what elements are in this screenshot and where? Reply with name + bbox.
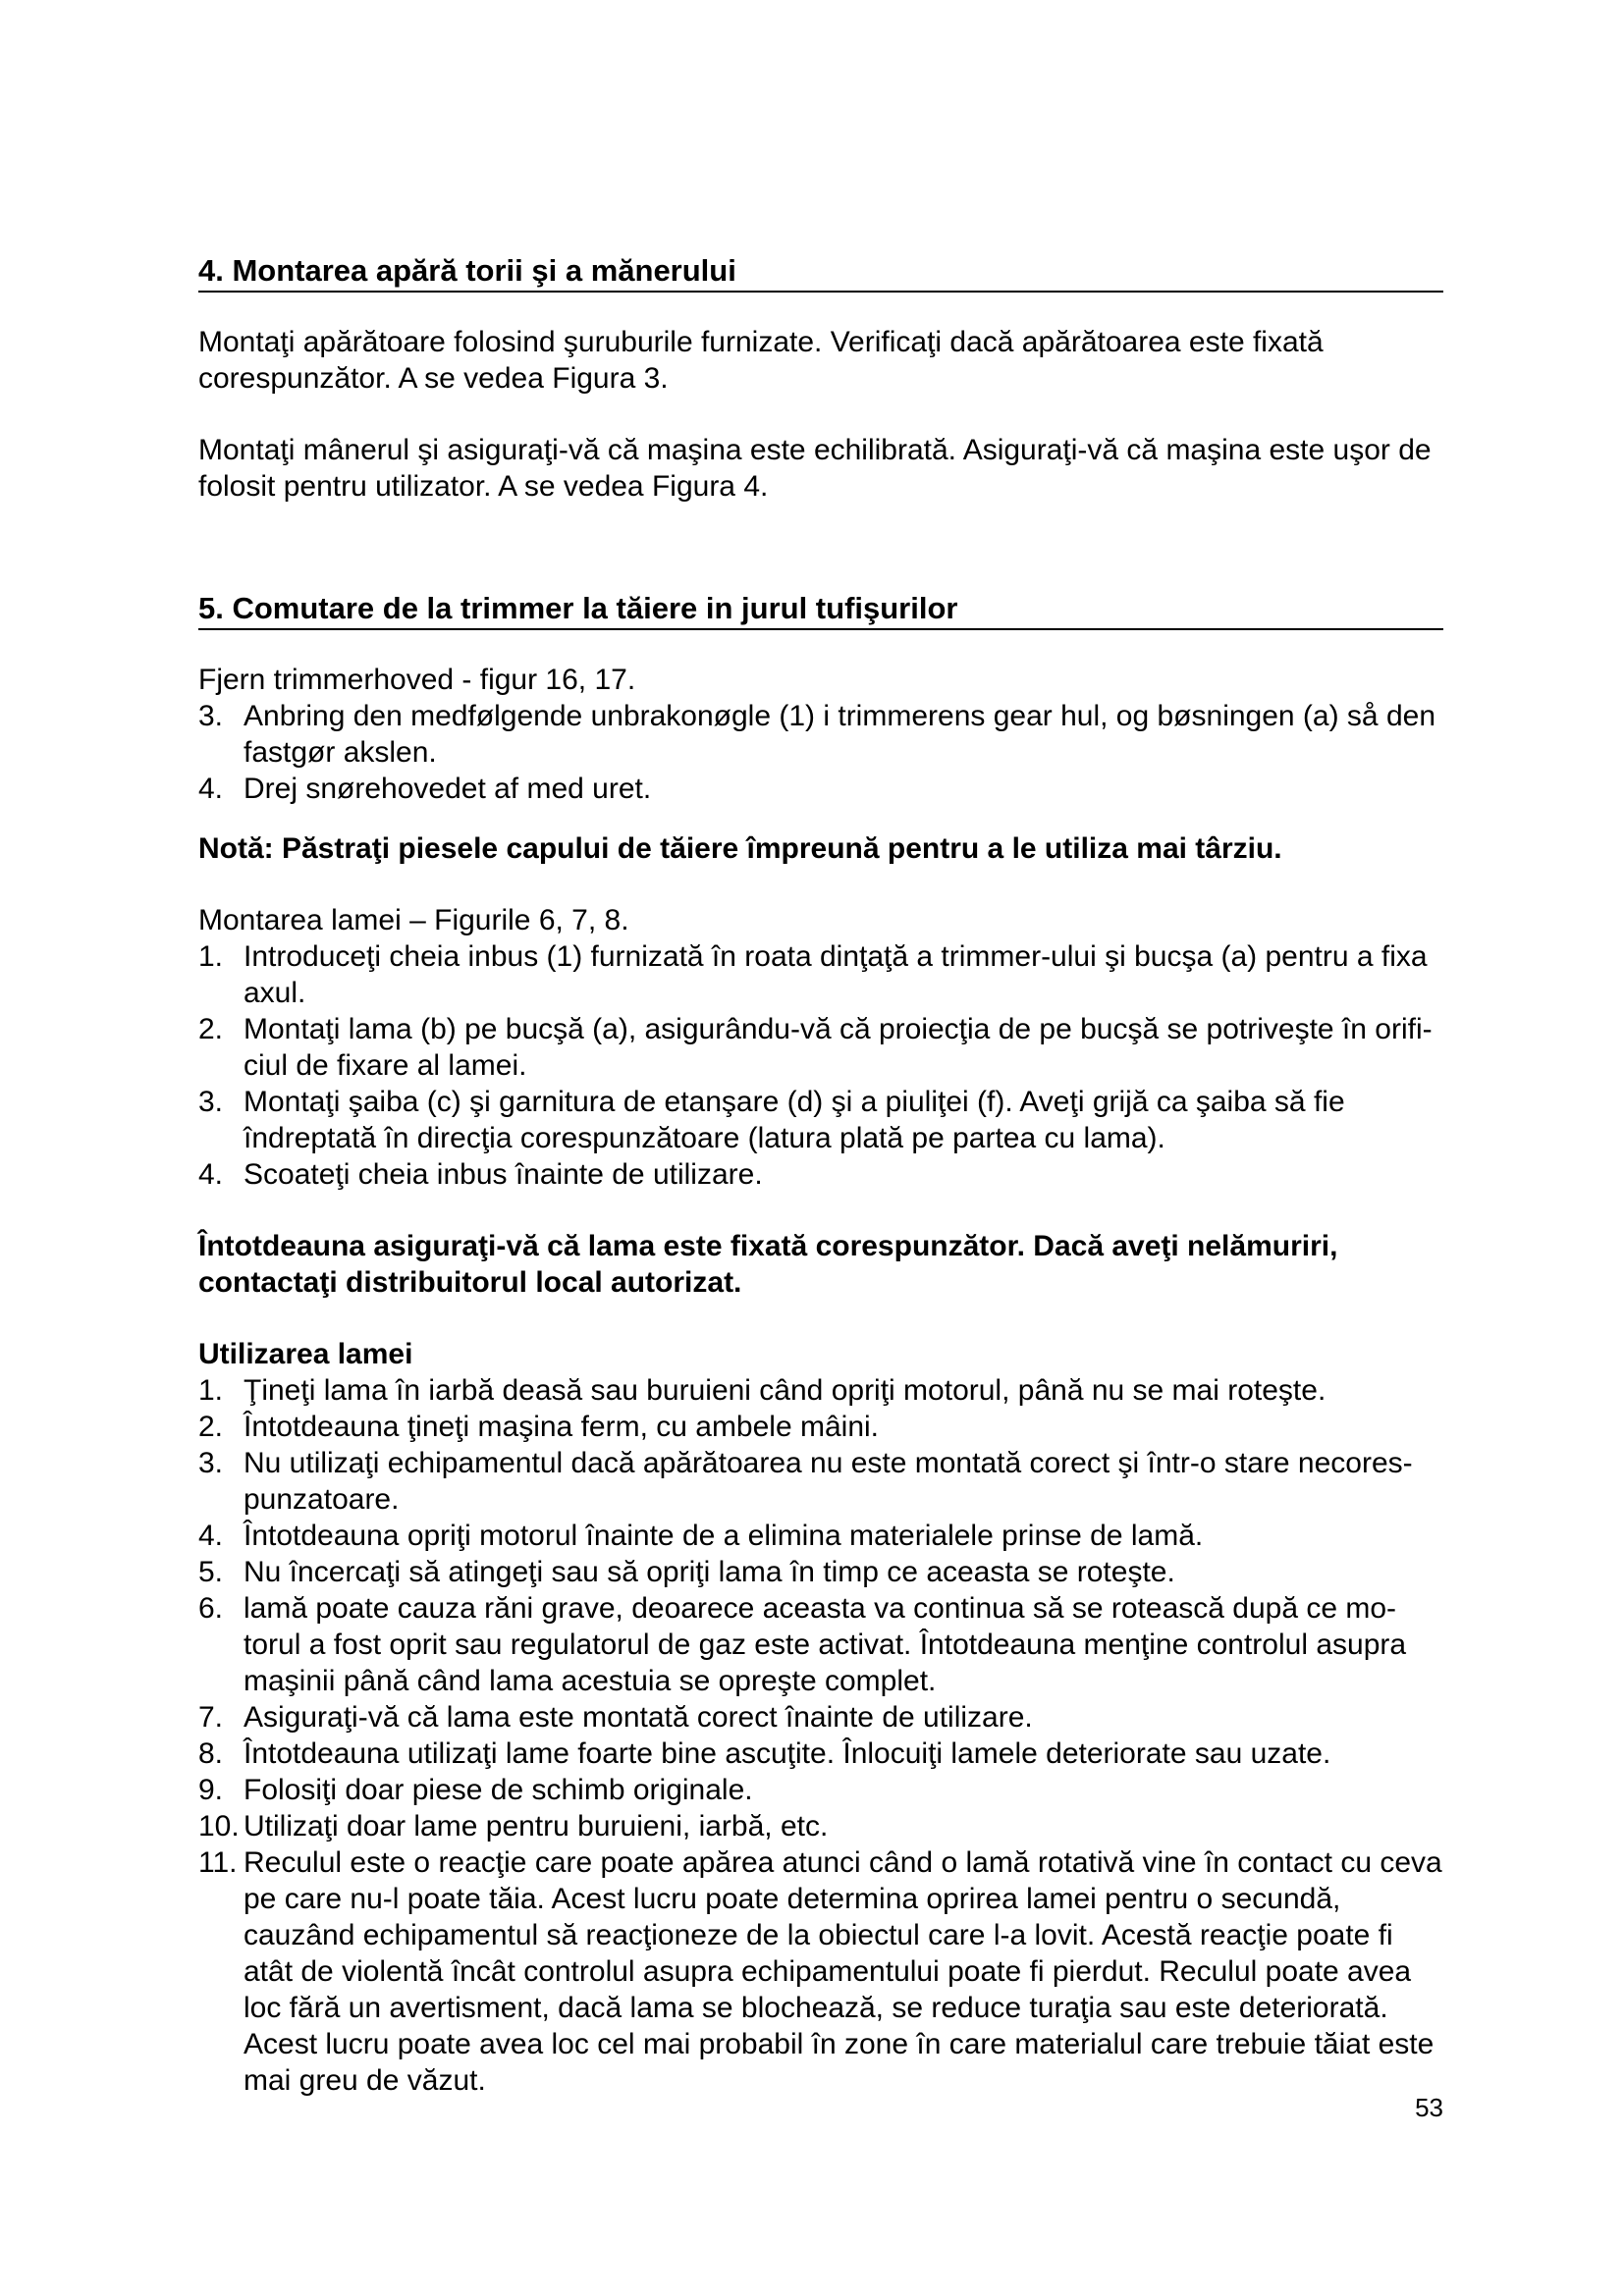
usage-title: Utilizarea lamei bbox=[198, 1338, 413, 1370]
list-item-number: 5. bbox=[198, 1556, 224, 1588]
trimmer-removal-steps bbox=[198, 698, 1443, 807]
list-item-text: Utilizaţi doar lame pentru buruieni, iarbă, etc. bbox=[244, 1810, 829, 1842]
section-5-intro: Fjern trimmerhoved - figur 16, 17. bbox=[198, 664, 636, 696]
list-item bbox=[198, 1372, 1443, 1409]
blade-mount-title: Montarea lamei – Figurile 6, 7, 8. bbox=[198, 904, 629, 936]
list-item-text: Folosiţi doar piese de schimb originale. bbox=[244, 1774, 753, 1806]
list-item-text: Nu utilizaţi echipamentul dacă apărătoarea nu este montată corect şi într-o stare necores-punzatoare. bbox=[244, 1447, 1413, 1516]
list-item bbox=[198, 1554, 1443, 1590]
list-item-text: Scoateţi cheia inbus înainte de utilizare. bbox=[244, 1158, 763, 1191]
page-content bbox=[198, 251, 1443, 2099]
list-item bbox=[198, 938, 1443, 1011]
list-item-text: Întotdeauna opriţi motorul înainte de a elimina materialele prinse de lamă. bbox=[244, 1520, 1204, 1552]
list-item-number: 3. bbox=[198, 1447, 224, 1479]
list-item-number: 10. bbox=[198, 1810, 240, 1842]
list-item bbox=[198, 1808, 1443, 1844]
list-item-number: 4. bbox=[198, 1520, 224, 1552]
list-item-number: 3. bbox=[198, 1086, 224, 1118]
section-4-paragraph-1: Montaţi apărătoare folosind şuruburile furnizate. Verificaţi dacă apărătoarea este fixată corespunzător. A se vedea Figura 3. bbox=[198, 326, 1324, 395]
list-item bbox=[198, 698, 1443, 771]
list-item-text: Asiguraţi-vă că lama este montată corect înainte de utilizare. bbox=[244, 1701, 1033, 1734]
list-item-text: Nu încercaţi să atingeţi sau să opriţi lama în timp ce aceasta se roteşte. bbox=[244, 1556, 1175, 1588]
list-item bbox=[198, 1445, 1443, 1518]
list-item-number: 3. bbox=[198, 700, 224, 732]
list-item bbox=[198, 1735, 1443, 1772]
usage-steps bbox=[198, 1372, 1443, 2099]
list-item-text: Întotdeauna ţineţi maşina ferm, cu ambele mâini. bbox=[244, 1411, 880, 1443]
list-item-number: 7. bbox=[198, 1701, 224, 1734]
list-item-number: 6. bbox=[198, 1592, 224, 1625]
list-item-text: Anbring den medfølgende unbrakonøgle (1) i trimmerens gear hul, og bøsningen (a) så den fastgør akslen. bbox=[244, 700, 1436, 769]
list-item bbox=[198, 1844, 1443, 2099]
note-text: Notă: Păstraţi piesele capului de tăiere împreună pentru a le utiliza mai târziu. bbox=[198, 832, 1282, 865]
list-item-text: Montaţi şaiba (c) şi garnitura de etanşare (d) şi a piuliţei (f). Aveţi grijă ca şaiba să fie îndreptată în direcţia corespunzătoare (latura plată pe partea cu lama). bbox=[244, 1086, 1345, 1154]
warning-text: Întotdeauna asiguraţi-vă că lama este fixată corespunzător. Dacă aveţi nelămuriri, contactaţi distribuitorul local autorizat. bbox=[198, 1230, 1338, 1299]
list-item-text: Întotdeauna utilizaţi lame foarte bine ascuţite. Înlocuiţi lamele deteriorate sau uzate. bbox=[244, 1737, 1331, 1770]
list-item-number: 4. bbox=[198, 773, 224, 805]
list-item-number: 4. bbox=[198, 1158, 224, 1191]
list-item-number: 1. bbox=[198, 940, 224, 973]
list-item bbox=[198, 771, 1443, 807]
list-item bbox=[198, 1084, 1443, 1156]
section-4-paragraph-2: Montaţi mânerul şi asiguraţi-vă că maşina este echilibrată. Asiguraţi-vă că maşina este uşor de folosit pentru utilizator. A se vedea Figura 4. bbox=[198, 434, 1432, 503]
list-item bbox=[198, 1590, 1443, 1699]
list-item-number: 8. bbox=[198, 1737, 224, 1770]
list-item-text: Montaţi lama (b) pe bucşă (a), asigurându-vă că proiecţia de pe bucşă se potriveşte în orifi-ciul de fixare al lamei. bbox=[244, 1013, 1433, 1082]
list-item-number: 1. bbox=[198, 1374, 224, 1407]
list-item bbox=[198, 1011, 1443, 1084]
list-item-text: Introduceţi cheia inbus (1) furnizată în roata dinţaţă a trimmer-ului şi bucşa (a) pentru a fixa axul. bbox=[244, 940, 1428, 1009]
section-5-heading: 5. Comutare de la trimmer la tăiere in jurul tufişurilor bbox=[198, 589, 1443, 630]
list-item-text: Reculul este o reacţie care poate apărea atunci când o lamă rotativă vine în contact cu ceva pe care nu-l poate tăia. Acest lucru poate determina oprirea lamei pentru o secundă, cauzând echipamentul să reacţioneze de la obiectul care l-a lovit. Acestă reacţie poate fi atât de violentă încât controlul asupra echipamentului poate fi pierdut. Reculul poate avea loc fără un avertisment, dacă lama se blochează, se reduce turaţia sau este deteriorată. Acest lucru poate avea loc cel mai probabil în zone în care materialul care trebuie tăiat este mai greu de văzut. bbox=[244, 1846, 1442, 2097]
list-item-text: Ţineţi lama în iarbă deasă sau buruieni când opriţi motorul, până nu se mai roteşte. bbox=[244, 1374, 1326, 1407]
list-item-text: lamă poate cauza răni grave, deoarece aceasta va continua să se rotească după ce mo-torul a fost oprit sau regulatorul de gaz este activat. Întotdeauna menţine controlul asupra maşinii până când lama acestuia se opreşte complet. bbox=[244, 1592, 1407, 1697]
list-item bbox=[198, 1518, 1443, 1554]
section-4-heading: 4. Montarea apără torii şi a mănerului bbox=[198, 251, 1443, 293]
list-item-text: Drej snørehovedet af med uret. bbox=[244, 773, 652, 805]
list-item-number: 9. bbox=[198, 1774, 224, 1806]
list-item-number: 2. bbox=[198, 1411, 224, 1443]
list-item bbox=[198, 1772, 1443, 1808]
list-item bbox=[198, 1409, 1443, 1445]
list-item-number: 2. bbox=[198, 1013, 224, 1045]
list-item-number: 11. bbox=[198, 1846, 238, 1879]
page-number: 53 bbox=[1415, 2093, 1443, 2122]
list-item bbox=[198, 1699, 1443, 1735]
list-item bbox=[198, 1156, 1443, 1193]
blade-mount-steps bbox=[198, 938, 1443, 1193]
